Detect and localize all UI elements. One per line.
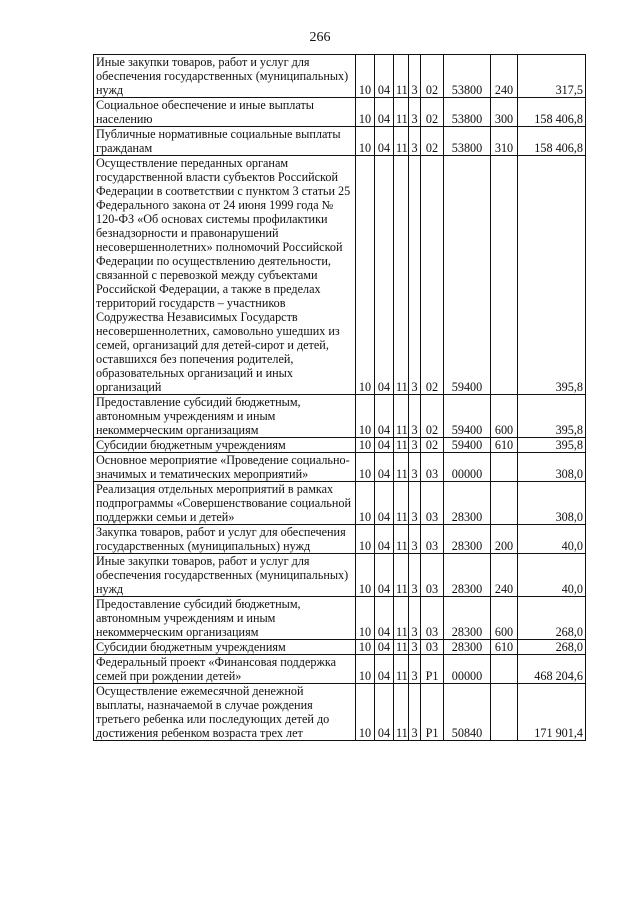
event-code-cell: 02: [421, 55, 444, 98]
direction-code-cell: 53800: [444, 55, 491, 98]
amount-cell: 395,8: [518, 438, 586, 453]
table-row: [94, 395, 586, 438]
direction-code-cell: 00000: [444, 655, 491, 684]
page-number: 266: [309, 30, 331, 45]
expense-type-code-cell: [491, 453, 518, 482]
event-code-cell: 02: [421, 127, 444, 156]
program-code-cell: 11: [394, 684, 409, 741]
table-row: [94, 98, 586, 127]
subsection-code-cell: 04: [375, 525, 394, 554]
row-name-cell: Осуществление ежемесячной денежной выплаты, назначаемой в случае рождения третьего ребенка или последующих детей до достижения ребенком возраста трех лет: [94, 684, 356, 741]
expense-type-code-cell: 610: [491, 438, 518, 453]
subprogram-code-cell: 3: [409, 55, 421, 98]
subprogram-code-cell: 3: [409, 156, 421, 395]
row-name-cell: Реализация отдельных мероприятий в рамках подпрограммы «Совершенствование социальной поддержки семьи и детей»: [94, 482, 356, 525]
amount-cell: 395,8: [518, 395, 586, 438]
section-code-cell: 10: [356, 127, 375, 156]
expense-type-code-cell: 240: [491, 55, 518, 98]
subprogram-code-cell: 3: [409, 482, 421, 525]
table-row: [94, 55, 586, 98]
subsection-code-cell: 04: [375, 127, 394, 156]
section-code-cell: 10: [356, 453, 375, 482]
table-row: [94, 640, 586, 655]
table-row: [94, 438, 586, 453]
event-code-cell: 03: [421, 453, 444, 482]
program-code-cell: 11: [394, 597, 409, 640]
section-code-cell: 10: [356, 554, 375, 597]
amount-cell: 395,8: [518, 156, 586, 395]
section-code-cell: 10: [356, 684, 375, 741]
direction-code-cell: 28300: [444, 640, 491, 655]
program-code-cell: 11: [394, 156, 409, 395]
program-code-cell: 11: [394, 127, 409, 156]
program-code-cell: 11: [394, 655, 409, 684]
direction-code-cell: 00000: [444, 453, 491, 482]
table-row: [94, 684, 586, 741]
subsection-code-cell: 04: [375, 554, 394, 597]
expense-type-code-cell: [491, 655, 518, 684]
event-code-cell: 03: [421, 525, 444, 554]
subsection-code-cell: 04: [375, 395, 394, 438]
amount-cell: 268,0: [518, 597, 586, 640]
section-code-cell: 10: [356, 156, 375, 395]
section-code-cell: 10: [356, 525, 375, 554]
event-code-cell: 03: [421, 597, 444, 640]
row-name-cell: Осуществление переданных органам государственной власти субъектов Российской Федерации в соответствии с пунктом 3 статьи 25 Федерального закона от 24 июня 1999 года № 120-ФЗ «Об основах системы профилактики безнадзорности и правонарушений несовершеннолетних» полномочий Российской Федерации по осуществлению деятельности, связанной с перевозкой между субъектами Российской Федерации, а также в пределах территорий государств – участников Содружества Независимых Государств несовершеннолетних, самовольно ушедших из семей, организаций для детей-сирот и детей, оставшихся без попечения родителей, образовательных организаций и иных организаций: [94, 156, 356, 395]
event-code-cell: 02: [421, 438, 444, 453]
event-code-cell: 02: [421, 395, 444, 438]
program-code-cell: 11: [394, 525, 409, 554]
direction-code-cell: 28300: [444, 554, 491, 597]
section-code-cell: 10: [356, 438, 375, 453]
subprogram-code-cell: 3: [409, 597, 421, 640]
section-code-cell: 10: [356, 597, 375, 640]
subsection-code-cell: 04: [375, 98, 394, 127]
direction-code-cell: 28300: [444, 597, 491, 640]
expense-type-code-cell: 610: [491, 640, 518, 655]
direction-code-cell: 53800: [444, 127, 491, 156]
subsection-code-cell: 04: [375, 655, 394, 684]
amount-cell: 171 901,4: [518, 684, 586, 741]
event-code-cell: 03: [421, 640, 444, 655]
expense-type-code-cell: [491, 684, 518, 741]
amount-cell: 158 406,8: [518, 127, 586, 156]
subprogram-code-cell: 3: [409, 127, 421, 156]
table-row: [94, 482, 586, 525]
amount-cell: 40,0: [518, 525, 586, 554]
direction-code-cell: 59400: [444, 156, 491, 395]
expense-type-code-cell: [491, 156, 518, 395]
program-code-cell: 11: [394, 554, 409, 597]
program-code-cell: 11: [394, 453, 409, 482]
table-row: [94, 597, 586, 640]
amount-cell: 268,0: [518, 640, 586, 655]
table-row: [94, 655, 586, 684]
row-name-cell: Федеральный проект «Финансовая поддержка семей при рождении детей»: [94, 655, 356, 684]
expense-type-code-cell: 240: [491, 554, 518, 597]
event-code-cell: P1: [421, 684, 444, 741]
program-code-cell: 11: [394, 55, 409, 98]
section-code-cell: 10: [356, 98, 375, 127]
table-row: [94, 525, 586, 554]
program-code-cell: 11: [394, 438, 409, 453]
subprogram-code-cell: 3: [409, 395, 421, 438]
section-code-cell: 10: [356, 395, 375, 438]
amount-cell: 40,0: [518, 554, 586, 597]
expense-type-code-cell: 300: [491, 98, 518, 127]
subsection-code-cell: 04: [375, 482, 394, 525]
table-row: [94, 453, 586, 482]
subprogram-code-cell: 3: [409, 655, 421, 684]
subprogram-code-cell: 3: [409, 98, 421, 127]
row-name-cell: Субсидии бюджетным учреждениям: [94, 438, 356, 453]
event-code-cell: 03: [421, 482, 444, 525]
amount-cell: 158 406,8: [518, 98, 586, 127]
event-code-cell: P1: [421, 655, 444, 684]
subsection-code-cell: 04: [375, 438, 394, 453]
program-code-cell: 11: [394, 482, 409, 525]
direction-code-cell: 59400: [444, 395, 491, 438]
subsection-code-cell: 04: [375, 597, 394, 640]
subsection-code-cell: 04: [375, 453, 394, 482]
subsection-code-cell: 04: [375, 55, 394, 98]
row-name-cell: Закупка товаров, работ и услуг для обеспечения государственных (муниципальных) нужд: [94, 525, 356, 554]
direction-code-cell: 28300: [444, 525, 491, 554]
subprogram-code-cell: 3: [409, 684, 421, 741]
amount-cell: 468 204,6: [518, 655, 586, 684]
expense-type-code-cell: 200: [491, 525, 518, 554]
amount-cell: 308,0: [518, 453, 586, 482]
row-name-cell: Иные закупки товаров, работ и услуг для обеспечения государственных (муниципальных) нужд: [94, 55, 356, 98]
section-code-cell: 10: [356, 640, 375, 655]
budget-table: [93, 54, 586, 741]
table-body: [94, 55, 586, 741]
section-code-cell: 10: [356, 55, 375, 98]
subprogram-code-cell: 3: [409, 438, 421, 453]
table-row: [94, 554, 586, 597]
subsection-code-cell: 04: [375, 156, 394, 395]
row-name-cell: Социальное обеспечение и иные выплаты населению: [94, 98, 356, 127]
subprogram-code-cell: 3: [409, 554, 421, 597]
row-name-cell: Публичные нормативные социальные выплаты гражданам: [94, 127, 356, 156]
direction-code-cell: 59400: [444, 438, 491, 453]
subprogram-code-cell: 3: [409, 640, 421, 655]
subsection-code-cell: 04: [375, 640, 394, 655]
section-code-cell: 10: [356, 482, 375, 525]
direction-code-cell: 50840: [444, 684, 491, 741]
program-code-cell: 11: [394, 98, 409, 127]
direction-code-cell: 53800: [444, 98, 491, 127]
event-code-cell: 02: [421, 156, 444, 395]
table-row: [94, 127, 586, 156]
table-row: [94, 156, 586, 395]
subsection-code-cell: 04: [375, 684, 394, 741]
event-code-cell: 02: [421, 98, 444, 127]
program-code-cell: 11: [394, 640, 409, 655]
subprogram-code-cell: 3: [409, 453, 421, 482]
row-name-cell: Иные закупки товаров, работ и услуг для обеспечения государственных (муниципальных) нужд: [94, 554, 356, 597]
amount-cell: 308,0: [518, 482, 586, 525]
row-name-cell: Основное мероприятие «Проведение социально-значимых и тематических мероприятий»: [94, 453, 356, 482]
direction-code-cell: 28300: [444, 482, 491, 525]
row-name-cell: Предоставление субсидий бюджетным, автономным учреждениям и иным некоммерческим организациям: [94, 395, 356, 438]
row-name-cell: Предоставление субсидий бюджетным, автономным учреждениям и иным некоммерческим организациям: [94, 597, 356, 640]
amount-cell: 317,5: [518, 55, 586, 98]
program-code-cell: 11: [394, 395, 409, 438]
event-code-cell: 03: [421, 554, 444, 597]
section-code-cell: 10: [356, 655, 375, 684]
row-name-cell: Субсидии бюджетным учреждениям: [94, 640, 356, 655]
expense-type-code-cell: [491, 482, 518, 525]
expense-type-code-cell: 600: [491, 395, 518, 438]
expense-type-code-cell: 310: [491, 127, 518, 156]
expense-type-code-cell: 600: [491, 597, 518, 640]
subprogram-code-cell: 3: [409, 525, 421, 554]
